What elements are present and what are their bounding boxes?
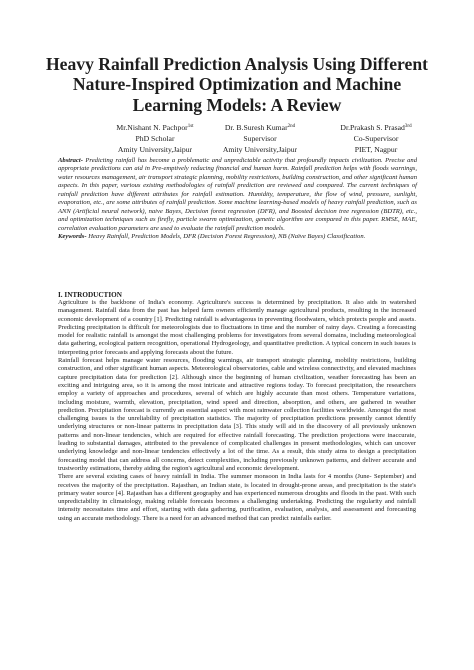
body-paragraph: Agriculture is the backbone of India's economy. Agriculture's success is determined by precipitation. It also aids in watershed management. Rainfall data from the past has helped farm owners efficiently manage agricultural products, resulting in the increased economic development of a country [1]. Predicting rainfall is advantageous in preventing floodwaters, which protects people and assets. Predicting precipitation is difficult for meteorologists due to fluctuations in time and the number of rainy days. Creating a forecasting model for realistic rainfall is amongst the most challenging problems for investigators from several domains, including meteorological data gathering, ecological pattern recognition, operational Hydrogeology, and quantitative prediction. A typical concern in such issues is interpreting prior forecasts and applying forecasts about the future.: [58, 299, 416, 356]
author-ordinal: 3rd: [404, 124, 412, 129]
abstract-label: Abstract-: [58, 157, 83, 164]
body-paragraph: Rainfall forecast helps manage water resources, flooding warnings, air transport strategic planning, mobility restrictions, building construction, and other significant human aspects. Meteorological observatories, cable and wireless connectivity, and elevated machines capture precipitation data for prediction [2]. Although since the beginning of human civilization, weather forecasting has been an exciting and intriguing area, so it is among the most intricate and attractive regions today. To forecast precipitation, the researchers employ a variety of approaches and procedures, several of which are highly accurate than most others. Temperature variations, including moisture, warmth, elevation, precipitation, wind speed and direction, absorption, and others, are gathered in weather prediction. Precipitation forecast is currently an essential aspect with most rainwater collection facilities worldwide. Amongst the most challenging issues is the unreliability of precipitation statistics. The majority of precipitation predictions presently cannot identify underlying structures or non-linear patterns in precipitation data [3]. This study will aid in the discovery of all previously unknown patterns and non-linear tendencies, which are required for effective rainfall forecasting. The prediction projections were inaccurate, leading to substantial damages, attributed to the prevalence of complicated challenges in present methodologies, which can uncover underlying knowledge and non-linear tendencies effectively a lot of the time. As a result, this study aims to design a precipitation forecasting model that can address all concerns, detect complexities, including previously unknown patterns, and deliver accurate and trustworthy estimations, thereby aiding the region's agricultural and economic development.: [58, 357, 416, 472]
author-affiliation: Amity University,Jaipur: [222, 144, 298, 154]
author-name: Dr.Prakash S. Prasad: [340, 123, 405, 132]
author-role: PhD Scholar: [135, 133, 175, 143]
abstract: [58, 157, 417, 242]
author-ordinal: 1st: [187, 124, 194, 129]
author-role: Supervisor: [243, 133, 277, 143]
author-role: Co-Supervisor: [353, 133, 399, 143]
body-paragraph: There are several existing cases of heavy rainfall in India. The summer monsoon in India lasts for 4 months (June- September) and receives the majority of the precipitation. Rajasthan, an Indian state, is located in drought-prone areas, and precipitation is the state's primary water source [4]. Rajasthan has a different geography and has experienced numerous droughts and floods in the past. With such unpredictability in climatology, making reliable forecasts becomes a challenging undertaking. Predicting the regularity and rainfall intensity necessitates time and effort, starting with data gathering, purification, evaluation, analysis, and assessment and forecasting using an accurate methodology. There is a need for an advanced method that can predict rainfalls earlier.: [58, 473, 416, 522]
section-heading-introduction: I. INTRODUCTION: [58, 291, 122, 299]
introduction-body: [58, 299, 416, 523]
paper-title: Heavy Rainfall Prediction Analysis Using Different Nature-Inspired Optimization and Machine Learning Models: A Review: [45, 54, 428, 115]
author-name: Dr. B.Suresh Kumar: [224, 123, 288, 132]
author-1: [112, 123, 198, 155]
author-ordinal: 2nd: [287, 124, 296, 129]
keywords-label: Keywords-: [58, 233, 87, 241]
author-affiliation: Amity University,Jaipur: [117, 144, 193, 154]
author-3: [332, 123, 420, 155]
author-2: [208, 123, 312, 155]
author-affiliation: PIET, Nagpur: [354, 144, 398, 154]
author-block: [112, 123, 412, 159]
abstract-text: Predicting rainfall has become a problematic and unpredictable activity that profoundly impacts civilization. Precise and appropriate predictions can aid in Pre-emptively reducing financial and human harm. Rainfall prediction helps with floods warnings, water resources management, air transport strategic planning, mobility restrictions, building construction, and other significant human aspects. In this paper, various existing methodologies of rainfall prediction are reviewed and compared. The current techniques of rainfall prediction have different attributes for rainfall estimation. Humidity, temperature, the flow of wind, pressure, sunlight, evaporation, etc., are some attributes of rainfall prediction. Some machine learning-based models of heavy rainfall prediction, such as ANN (Artificial neural network), naive Bayes, Decision forest regression (DFR), and Boosted decision tree regression (BDTR), etc., and optimization techniques such as firefly, particle swarm optimization, genetic algorithm are compared in this paper. RMSE, MAE, correlation evaluation parameters are used to evaluate the rainfall prediction models.: [58, 157, 417, 232]
keywords-text: Heavy Rainfall, Prediction Models, DFR (Decision Forest Regression), NB (Naïve Bayes) Classification.: [88, 233, 366, 241]
author-name: Mr.Nishant N. Pachpor: [116, 123, 188, 132]
